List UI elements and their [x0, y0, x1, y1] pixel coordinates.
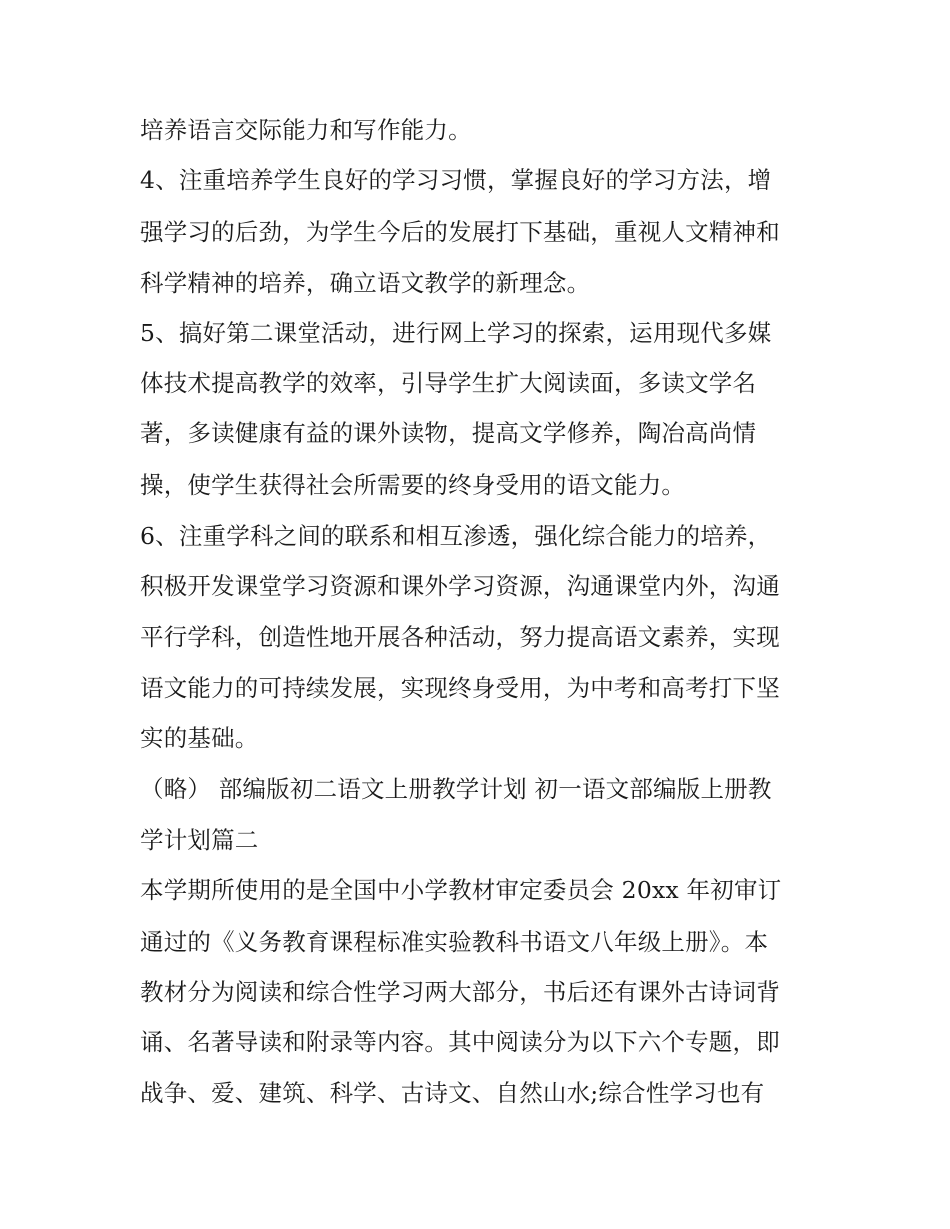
text-line: 学计划篇二	[140, 826, 259, 854]
text-line: 本学期所使用的是全国中小学教材审定委员会 20xx 年初审订	[140, 876, 782, 904]
text-line: 战争、爱、建筑、科学、古诗文、自然山水;综合性学习也有	[140, 1079, 765, 1107]
text-line: 实的基础。	[140, 724, 259, 752]
text-line: （略） 部编版初二语文上册教学计划 初一语文部编版上册教	[140, 775, 772, 803]
text-line: 6、注重学科之间的联系和相互渗透，强化综合能力的培养，	[140, 522, 772, 550]
text-line: 培养语言交际能力和写作能力。	[140, 116, 472, 144]
text-line: 体技术提高教学的效率，引导学生扩大阅读面，多读文学名	[140, 369, 757, 397]
text-line: 著，多读健康有益的课外读物，提高文学修养，陶冶高尚情	[140, 419, 757, 447]
text-line: 操，使学生获得社会所需要的终身受用的语文能力。	[140, 471, 686, 499]
text-line: 科学精神的培养，确立语文教学的新理念。	[140, 269, 591, 297]
text-line: 教材分为阅读和综合性学习两大部分，书后还有课外古诗词背	[140, 978, 780, 1006]
text-line: 平行学科，创造性地开展各种活动，努力提高语文素养，实现	[140, 623, 780, 651]
text-line: 强学习的后劲，为学生今后的发展打下基础，重视人文精神和	[140, 218, 780, 246]
text-line: 4、注重培养学生良好的学习习惯，掌握良好的学习方法，增	[140, 166, 772, 194]
text-line: 诵、名著导读和附录等内容。其中阅读分为以下六个专题，即	[140, 1028, 780, 1056]
text-line: 语文能力的可持续发展，实现终身受用，为中考和高考打下坚	[140, 674, 780, 702]
text-line: 通过的《义务教育课程标准实验教科书语文八年级上册》。本	[140, 928, 769, 956]
text-line: 5、搞好第二课堂活动，进行网上学习的探索，运用现代多媒	[140, 319, 772, 347]
text-line: 积极开发课堂学习资源和课外学习资源，沟通课堂内外，沟通	[140, 572, 780, 600]
